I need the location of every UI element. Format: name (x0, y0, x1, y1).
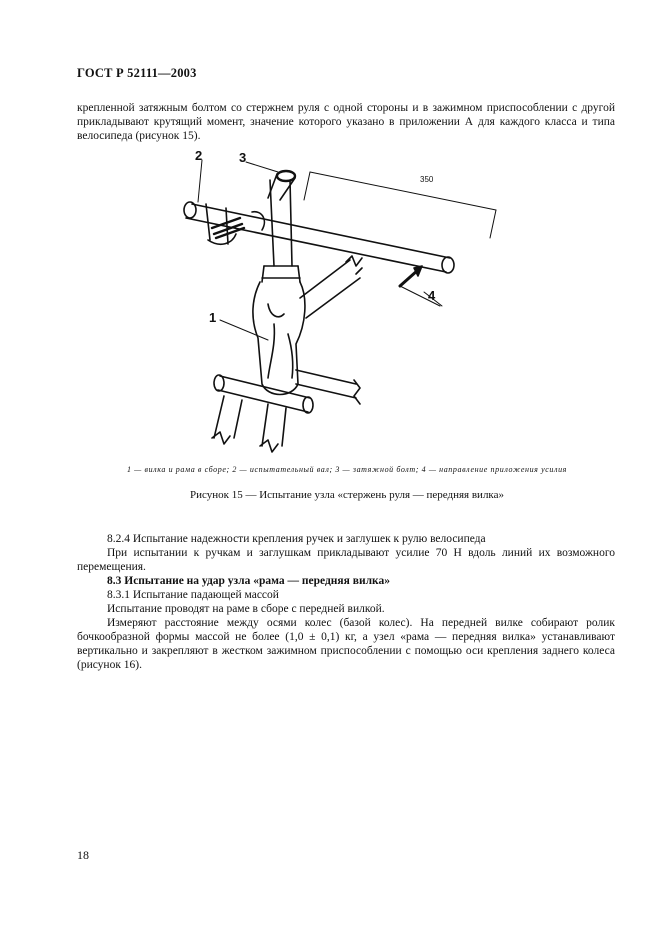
fork-leg-right (262, 404, 286, 446)
label-4: 4 (428, 288, 436, 303)
clamp-bolt (277, 171, 295, 181)
section-8-2-4-title: 8.2.4 Испытание надежности крепления ручек и заглушек к рулю велосипеда (107, 533, 486, 545)
dimension-line-350 (310, 172, 496, 210)
shaft-end-right (442, 257, 454, 273)
section-8-3-1-paragraph-1: Испытание проводят на раме в сборе с передней вилкой. (107, 603, 385, 615)
fork-leg-left (214, 396, 242, 438)
force-arrow (400, 270, 418, 286)
section-8-3-title: 8.3 Испытание на удар узла «рама — передняя вилка» (107, 575, 390, 587)
label-1: 1 (209, 310, 217, 325)
label-2: 2 (195, 148, 203, 163)
figure-15-drawing (150, 148, 530, 460)
page-number: 18 (77, 848, 89, 862)
section-8-3-1-title: 8.3.1 Испытание падающей массой (107, 589, 279, 601)
label-3: 3 (239, 150, 247, 165)
test-shaft (192, 204, 450, 258)
dimension-label: 350 (420, 175, 434, 184)
figure-legend: 1 — вилка и рама в сборе; 2 — испытательный вал; 3 — затяжной болт; 4 — направление приложения усилия (126, 465, 567, 474)
frame-fork-assembly (253, 282, 305, 395)
shaft-end-left (184, 202, 196, 218)
section-8-3-1-paragraph-2: Измеряют расстояние между осями колес (базой колес). На передней вилке собирают ролик бочкообразной формы массой не более (1,0 ± 0,1) кг, а узел «рама — передняя вилка» устанавливают вертикально и закрепляют в жестком зажимном приспособлении с помощью оси крепления заднего колеса (рисунок 16). (77, 617, 615, 671)
section-8-2-4-text: При испытании к ручкам и заглушкам прикладывают усилие 70 Н вдоль линий их возможного перемещения. (77, 547, 615, 573)
document-header: ГОСТ Р 52111—2003 (77, 66, 197, 80)
intro-paragraph: крепленной затяжным болтом со стержнем руля с одной стороны и в зажимном приспособлении с другой прикладывают крутящий момент, значение которого указано в приложении А для каждого класса и типа велосипеда (рисунок 15). (77, 102, 615, 142)
figure-caption: Рисунок 15 — Испытание узла «стержень руля — передняя вилка» (190, 489, 504, 501)
